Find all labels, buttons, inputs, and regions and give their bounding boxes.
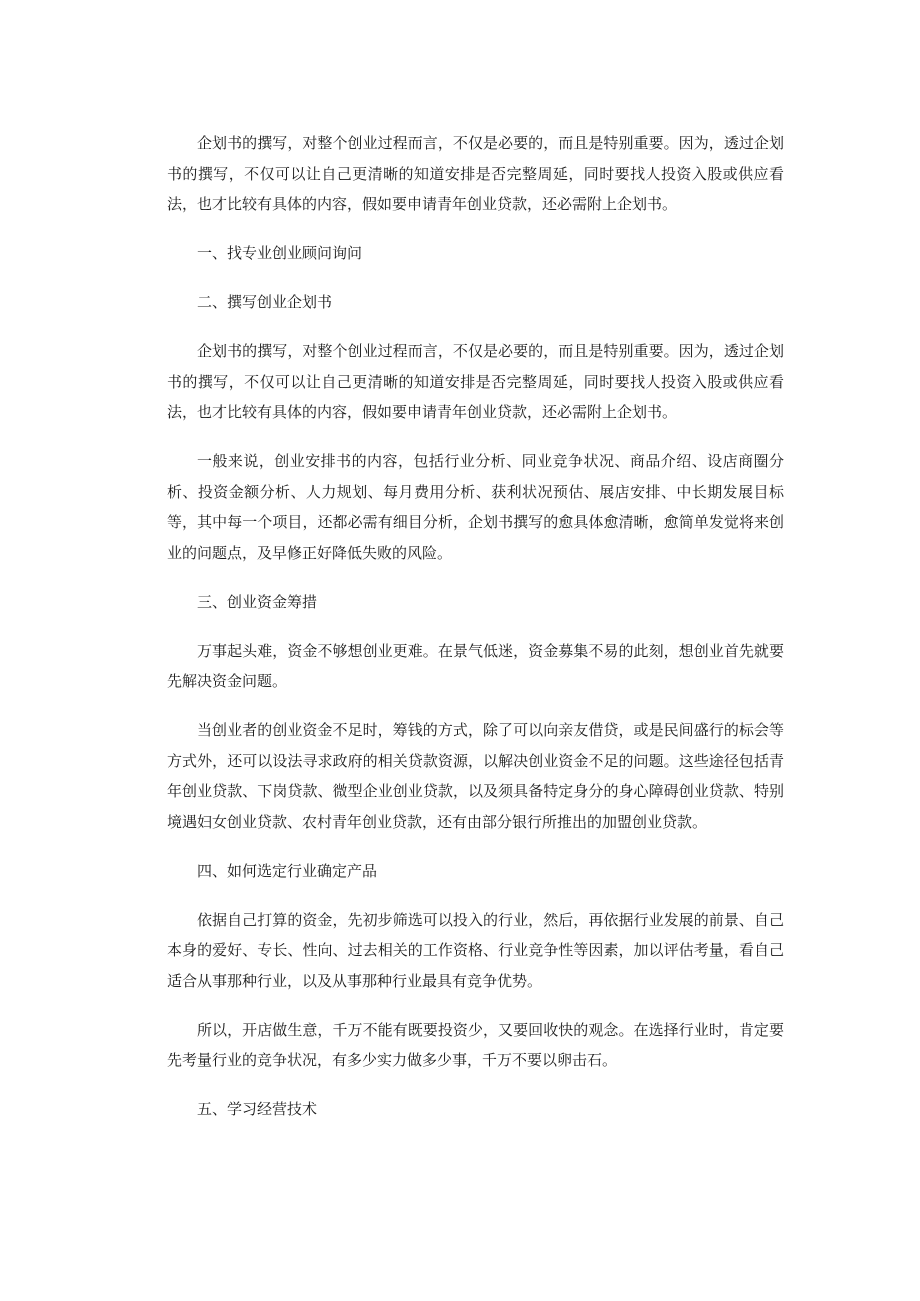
section-heading-4: 四、如何选定行业确定产品 [197,861,378,880]
paragraph-industry-selection: 依据自己打算的资金，先初步筛选可以投入的行业，然后，再依据行业发展的前景、自己本身的爱好、专长、性向、过去相关的工作资格、行业竞争性等因素，加以评估考量，看自己适合从事那种行业，以及从事那种行业最具有竞争优势。 [167,910,784,990]
paragraph-business-plan: 企划书的撰写，对整个创业过程而言，不仅是必要的，而且是特别重要。因为，透过企划书的撰写，不仅可以让自己更清晰的知道安排是否完整周延，同时要找人投资入股或供应看法，也才比较有具体的内容，假如要申请青年创业贷款，还必需附上企划书。 [167,342,784,421]
paragraph-plan-contents: 一般来说，创业安排书的内容，包括行业分析、同业竞争状况、商品介绍、设店商圈分析、投资金额分析、人力规划、每月费用分析、获利状况预估、展店安排、中长期发展目标等，其中每一个项目，还都必需有细目分析，企划书撰写的愈具体愈清晰，愈简单发觉将来创业的问题点，及早修正好降低失败的风险。 [167,452,784,562]
paragraph-investment-mindset: 所以，开店做生意，千万不能有既要投资少，又要回收快的观念。在选择行业时，肯定要先考量行业的竞争状况，有多少实力做多少事，千万不要以卵击石。 [167,1020,784,1069]
section-heading-3: 三、创业资金筹措 [197,592,318,611]
section-heading-2: 二、撰写创业企划书 [197,293,333,311]
paragraph-funding-intro: 万事起头难，资金不够想创业更难。在景气低迷，资金募集不易的此刻，想创业首先就要先解决资金问题。 [167,641,784,690]
section-heading-1: 一、找专业创业顾问询问 [197,244,363,262]
section-heading-5: 五、学习经营技术 [197,1100,318,1118]
document-page [167,128,784,1143]
paragraph-funding-sources: 当创业者的创业资金不足时，筹钱的方式，除了可以向亲友借贷，或是民间盛行的标会等方式外，还可以设法寻求政府的相关贷款资源，以解决创业资金不足的问题。这些途径包括青年创业贷款、下岗贷款、微型企业创业贷款，以及须具备特定身分的身心障碍创业贷款、特别境遇妇女创业贷款、农村青年创业贷款，还有由部分银行所推出的加盟创业贷款。 [167,721,784,831]
paragraph-intro: 企划书的撰写，对整个创业过程而言，不仅是必要的，而且是特别重要。因为，透过企划书的撰写，不仅可以让自己更清晰的知道安排是否完整周延，同时要找人投资入股或供应看法，也才比较有具体的内容，假如要申请青年创业贷款，还必需附上企划书。 [167,134,784,213]
